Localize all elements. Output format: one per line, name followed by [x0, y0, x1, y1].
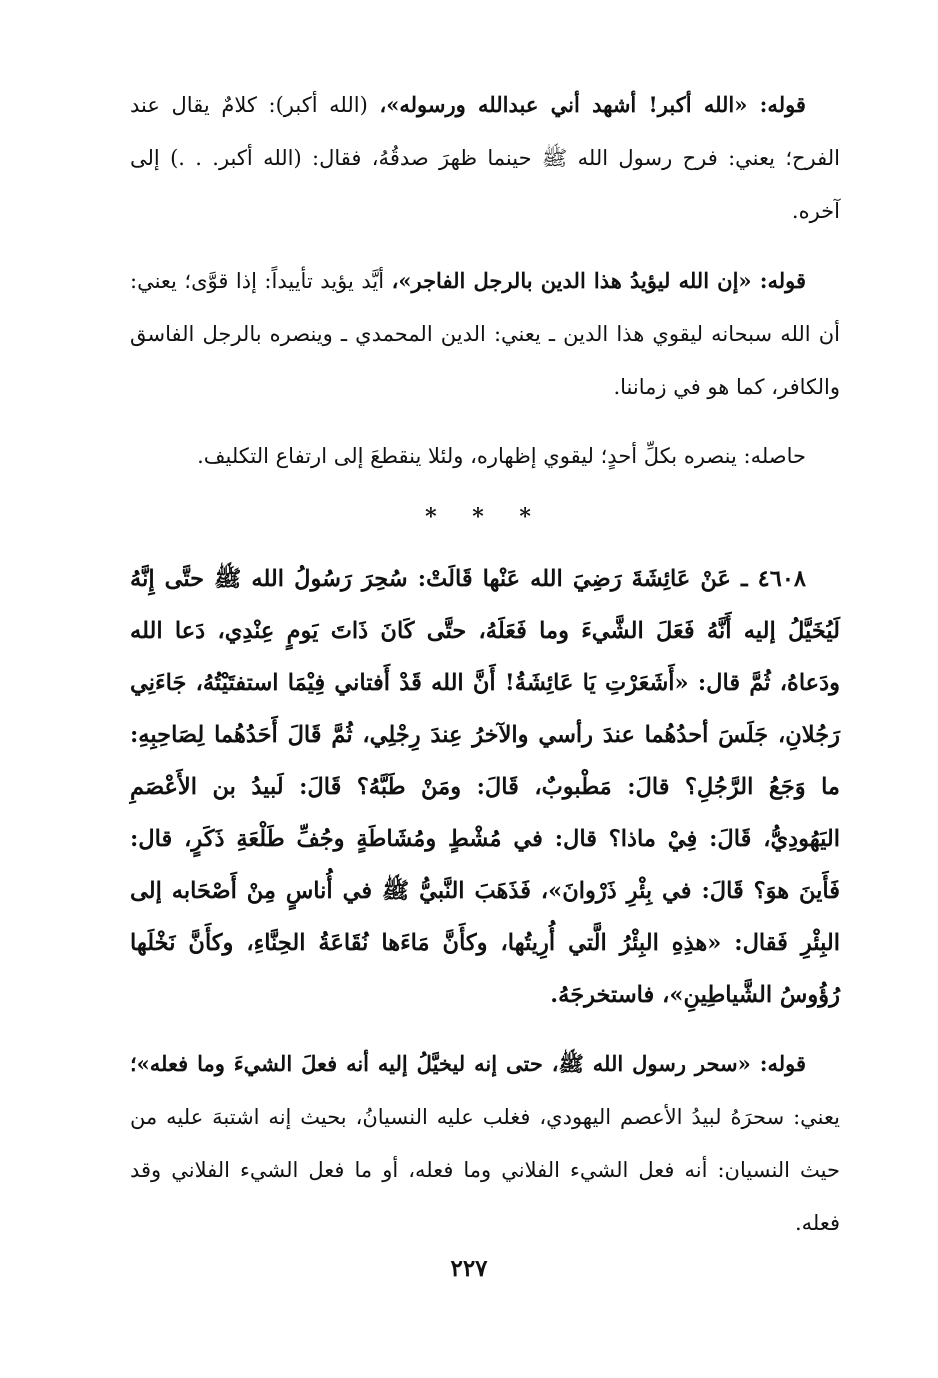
commentary-text: يعني: سحرَهُ لبيدُ الأعصم اليهودي، فغلب عليه النسيانُ، بحيث إنه اشتبهَ عليه من حيث النسيان: أنه فعل الشيء الفلاني وما فعله، أو ما فعل الشيء الفلاني وقد فعله.: [130, 1105, 840, 1235]
section-separator: * * *: [425, 504, 545, 530]
paragraph-1: [130, 78, 840, 238]
paragraph-2-text: أيَّد يؤيد تأييداً: إذا قوَّى؛ يعني: أن الله سبحانه ليقوي هذا الدين ـ يعني: الدين المحمدي ـ وينصره بالرجل الفاسق والكافر، كما هو في زماننا.: [130, 269, 840, 399]
page-body: [130, 78, 840, 1266]
paragraph-1-text: (الله أكبر): كلامٌ يقال عند الفرح؛ يعني: فرح رسول الله ﷺ حينما ظهرَ صدقُهُ، فقال: (الله أكبر. . .) إلى آخره.: [130, 93, 840, 223]
paragraph-1-lead: قوله: «الله أكبر! أشهد أني عبدالله ورسوله»،: [379, 92, 806, 117]
page-number: ٢٢٧: [450, 1255, 488, 1282]
commentary-paragraph: [130, 1037, 840, 1250]
paragraph-2-lead: قوله: «إن الله ليؤيدُ هذا الدين بالرجل الفاجر»،: [391, 268, 806, 293]
commentary-lead: قوله: «سحر رسول الله ﷺ، حتى إنه ليخيَّلُ إليه أنه فعلَ الشيءَ وما فعله»؛: [130, 1051, 806, 1076]
paragraph-2: [130, 254, 840, 414]
paragraph-3: [130, 430, 840, 483]
paragraph-3-text: حاصله: ينصره بكلِّ أحدٍ؛ ليقوي إظهاره، ولئلا ينقطعَ إلى ارتفاع التكليف.: [197, 444, 806, 468]
hadith-text: ٤٦٠٨ ـ عَنْ عَائِشَةَ رَضِيَ الله عَنْها قَالَتْ: سُحِرَ رَسُولُ الله ﷺ حتَّى إِنَّهُ لَيُخَيَّلُ إليه أَنَّهُ فَعَلَ الشَّيءَ وما فَعَلَهُ، حتَّى كَانَ ذَاتَ يَومٍ عِنْدِي، دَعا الله ودَعاهُ، ثُمَّ قال: «أَشَعَرْتِ يَا عَائِشَةُ! أَنَّ الله قَدْ أَفتاني فِيْمَا استفتَيْتُهُ، جَاءَنِي رَجُلانِ، جَلَسَ أحدُهُما عندَ رأسي والآخرُ عِندَ رِجْلِي، ثُمَّ قَالَ أَحَدُهُما لِصَاحِبِهِ: ما وَجَعُ الرَّجُلِ؟ قالَ: مَطْبوبٌ، قَالَ: ومَنْ طَبَّهُ؟ قَالَ: لَبيدُ بن الأَعْصَمِ اليَهُودِيُّ، قَالَ: فِيْ ماذا؟ قال: في مُشْطٍ ومُشَاطَةٍ وجُفِّ طَلْعَةِ ذَكَرٍ، قال: فَأَينَ هوَ؟ قَالَ: في بِئْرِ ذَرْوانَ»، فَذَهَبَ النَّبيُّ ﷺ في أُناسٍ مِنْ أَصْحَابه إلى البِئْرِ فَقال: «هذِهِ البِئْرُ الَّتي أُرِيتُها، وكأَنَّ مَاءَها نُقَاعَةُ الحِنَّاءِ، وكأَنَّ نَخْلَها رُؤُوسُ الشَّياطِينِ»، فاستخرجَهُ.: [130, 566, 840, 1008]
